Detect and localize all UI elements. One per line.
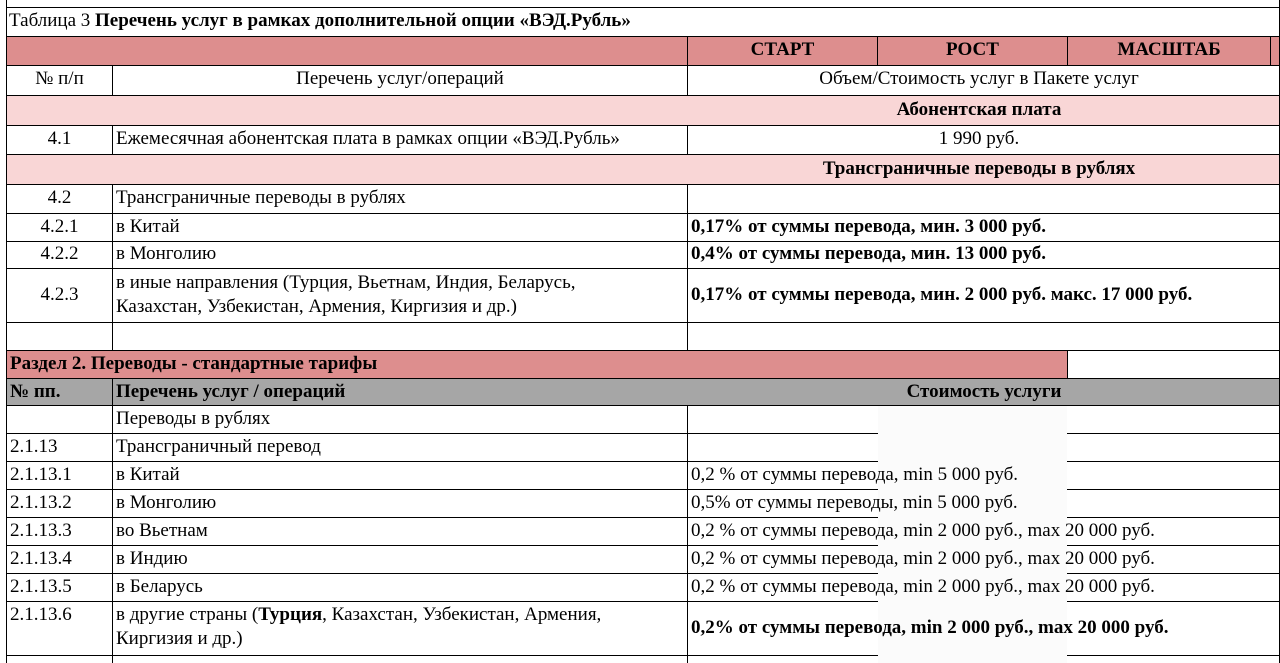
s2-row-2-num: 2.1.13.1: [10, 464, 72, 485]
s2-row-7-name-line1: [116, 604, 601, 626]
s2-row-3-name: в Монголию: [116, 492, 217, 513]
s2-row-7-name-post: , Казахстан, Узбекистан, Армения,: [322, 604, 602, 625]
row-4-2-num: 4.2: [47, 187, 72, 208]
col-services-header: Перечень услуг/операций: [296, 68, 504, 89]
row-4-2-3-name-line2: Казахстан, Узбекистан, Армения, Киргизия и др.): [116, 296, 518, 317]
plan-rost: РОСТ: [946, 39, 999, 60]
s2-row-6-name: в Беларусь: [116, 576, 203, 597]
s2-row-2-value: 0,2 % от суммы перевода, min 5 000 руб.: [691, 464, 1019, 485]
s2-row-6-value: 0,2 % от суммы перевода, min 2 000 руб., max 20 000 руб.: [691, 576, 1155, 597]
col-num-header: № п/п: [35, 68, 84, 89]
fee-row-value: 1 990 руб.: [938, 128, 1020, 149]
section-cross-title: Трансграничные переводы в рублях: [822, 158, 1136, 179]
row-4-2-2-value: 0,4% от суммы перевода, мин. 13 000 руб.: [691, 243, 1046, 264]
s2-row-4-num: 2.1.13.3: [10, 520, 72, 541]
row-4-2-3-name-line1: в иные направления (Турция, Вьетнам, Индия, Беларусь,: [116, 272, 576, 293]
section2-col-services: Перечень услуг / операций: [116, 381, 346, 402]
s2-row-7-value: 0,2% от суммы перевода, min 2 000 руб., max 20 000 руб.: [691, 617, 1169, 638]
row-4-2-name: Трансграничные переводы в рублях: [116, 187, 406, 208]
section2-title: Раздел 2. Переводы - стандартные тарифы: [10, 353, 378, 374]
s2-row-5-name: в Индию: [116, 548, 188, 569]
row-4-2-2-name: в Монголию: [116, 243, 217, 264]
section-fee-title: Абонентская плата: [896, 99, 1062, 120]
table3-caption-title: Перечень услуг в рамках дополнительной опции «ВЭД.Рубль»: [95, 10, 631, 31]
s2-row-3-num: 2.1.13.2: [10, 492, 72, 513]
row-4-2-1-name: в Китай: [116, 216, 180, 237]
s2-row-7-num: 2.1.13.6: [10, 604, 72, 625]
section2-col-cost: Стоимость услуги: [906, 381, 1062, 402]
plan-masshtab: МАСШТАБ: [1117, 39, 1221, 60]
fee-row-name: Ежемесячная абонентская плата в рамках опции «ВЭД.Рубль»: [116, 128, 620, 149]
s2-row-5-num: 2.1.13.4: [10, 548, 72, 569]
section2-col-num: № пп.: [10, 381, 61, 402]
table3-caption-prefix: Таблица 3: [9, 10, 91, 31]
row-4-2-2-num: 4.2.2: [40, 243, 79, 264]
row-4-2-1-num: 4.2.1: [40, 216, 79, 237]
s2-row-2-name: в Китай: [116, 464, 180, 485]
s2-row-6-num: 2.1.13.5: [10, 576, 72, 597]
row-4-2-3-value: 0,17% от суммы перевода, мин. 2 000 руб. макс. 17 000 руб.: [691, 284, 1193, 305]
s2-row-7-name-bold: Турция: [258, 604, 323, 625]
row-4-2-1-value: 0,17% от суммы перевода, мин. 3 000 руб.: [691, 216, 1046, 237]
s2-row-7-name-pre: в другие страны (: [116, 604, 259, 625]
fee-row-num: 4.1: [47, 128, 72, 149]
s2-row-1-num: 2.1.13: [10, 436, 58, 457]
col-volume-header: Объем/Стоимость услуг в Пакете услуг: [819, 68, 1139, 89]
plan-start: СТАРТ: [750, 39, 815, 60]
s2-row-3-value: 0,5% от суммы переводы, min 5 000 руб.: [691, 492, 1018, 513]
s2-row-5-value: 0,2 % от суммы перевода, min 2 000 руб., max 20 000 руб.: [691, 548, 1155, 569]
s2-row-1-name: Трансграничный перевод: [116, 436, 321, 457]
s2-row-0-name: Переводы в рублях: [116, 408, 271, 429]
s2-row-7-name-line2: Киргизия и др.): [116, 628, 243, 649]
row-4-2-3-num: 4.2.3: [40, 284, 79, 305]
table3-caption: [9, 10, 631, 32]
s2-row-4-value: 0,2 % от суммы перевода, min 2 000 руб., max 20 000 руб.: [691, 520, 1155, 541]
s2-row-4-name: во Вьетнам: [116, 520, 208, 541]
